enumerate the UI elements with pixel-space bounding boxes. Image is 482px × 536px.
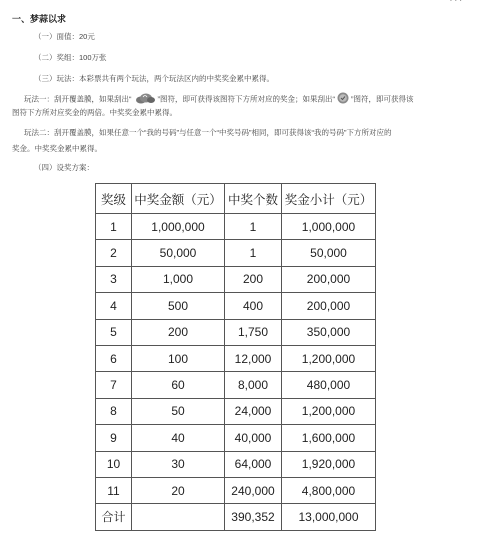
play2-line1: 玩法二：刮开覆盖膜，如果任意一个“我的号码”与任意一个“中奖号码”相同，即可获得该“我的号码”下方所对应的 [24, 128, 392, 137]
cell-level: 5 [96, 319, 132, 345]
cell-amount: 30 [132, 451, 225, 477]
table-row [96, 477, 376, 503]
face-value-line: （一）面值：20元 [34, 32, 95, 41]
prize-group-line: （二）奖组：100万张 [34, 53, 107, 62]
cell-count: 240,000 [225, 477, 282, 503]
cell-level: 2 [96, 240, 132, 266]
play-intro-line: （三）玩法：本彩票共有两个玩法，两个玩法区内的中奖奖金累中累得。 [34, 74, 274, 83]
table-body [96, 214, 376, 531]
cell-amount: 40 [132, 425, 225, 451]
table-row [96, 425, 376, 451]
cell-count: 400 [225, 293, 282, 319]
total-cell-amount [132, 504, 225, 530]
cell-subtotal: 1,200,000 [282, 398, 376, 424]
cell-amount: 200 [132, 319, 225, 345]
cell-subtotal: 1,920,000 [282, 451, 376, 477]
table-row [96, 451, 376, 477]
cell-subtotal: 1,000,000 [282, 214, 376, 240]
total-cell-subtotal: 13,000,000 [282, 504, 376, 530]
header-subtotal: 奖金小计（元） [282, 184, 376, 214]
cell-amount: 1,000,000 [132, 214, 225, 240]
cell-level: 10 [96, 451, 132, 477]
cell-count: 64,000 [225, 451, 282, 477]
table-row [96, 293, 376, 319]
play2-line2: 奖金。中奖奖金累中累得。 [12, 144, 102, 153]
header-level: 奖级 [96, 184, 132, 214]
cell-level: 6 [96, 345, 132, 371]
cell-subtotal: 480,000 [282, 372, 376, 398]
cell-level: 9 [96, 425, 132, 451]
play1-text-c: ”图符，即可获得该 [351, 94, 414, 104]
cell-count: 1,750 [225, 319, 282, 345]
cell-subtotal: 50,000 [282, 240, 376, 266]
cell-amount: 50,000 [132, 240, 225, 266]
section-title: 一、梦蒜以求 [12, 14, 67, 24]
cell-amount: 500 [132, 293, 225, 319]
cell-level: 1 [96, 214, 132, 240]
cell-count: 12,000 [225, 345, 282, 371]
header-count: 中奖个数 [225, 184, 282, 214]
cell-level: 4 [96, 293, 132, 319]
total-cell-count: 390,352 [225, 504, 282, 530]
table-row [96, 319, 376, 345]
coin-double-icon [337, 92, 349, 107]
prize-table [95, 183, 376, 531]
header-amount: 中奖金额（元） [132, 184, 225, 214]
cell-subtotal: 350,000 [282, 319, 376, 345]
play1-line1 [24, 92, 414, 107]
table-row [96, 345, 376, 371]
cell-count: 40,000 [225, 425, 282, 451]
table-row [96, 372, 376, 398]
cell-amount: 60 [132, 372, 225, 398]
cell-level: 8 [96, 398, 132, 424]
cell-level: 11 [96, 477, 132, 503]
cell-count: 200 [225, 266, 282, 292]
cell-amount: 20 [132, 477, 225, 503]
cell-subtotal: 200,000 [282, 293, 376, 319]
cell-subtotal: 200,000 [282, 266, 376, 292]
cell-count: 1 [225, 240, 282, 266]
cell-level: 3 [96, 266, 132, 292]
cell-amount: 100 [132, 345, 225, 371]
cell-amount: 50 [132, 398, 225, 424]
cell-subtotal: 1,600,000 [282, 425, 376, 451]
plan-title: （四）设奖方案： [34, 163, 94, 172]
table-row [96, 266, 376, 292]
cell-subtotal: 4,800,000 [282, 477, 376, 503]
page-corner-mark: · · · [449, 0, 462, 5]
table-header-row [96, 184, 376, 214]
play1-line2: 图符下方所对应奖金的两倍。中奖奖金累中累得。 [12, 108, 177, 117]
cell-amount: 1,000 [132, 266, 225, 292]
play1-text-a: 玩法一：刮开覆盖膜，如果刮出“ [24, 94, 132, 104]
table-row [96, 240, 376, 266]
garlic-cloud-icon [134, 93, 156, 107]
table-total-row [96, 504, 376, 530]
total-cell-level: 合计 [96, 504, 132, 530]
table-row [96, 398, 376, 424]
cell-count: 1 [225, 214, 282, 240]
play1-text-b: ”图符，即可获得该图符下方所对应的奖金；如果刮出“ [157, 94, 335, 104]
cell-count: 24,000 [225, 398, 282, 424]
cell-count: 8,000 [225, 372, 282, 398]
table-row [96, 214, 376, 240]
cell-subtotal: 1,200,000 [282, 345, 376, 371]
cell-level: 7 [96, 372, 132, 398]
